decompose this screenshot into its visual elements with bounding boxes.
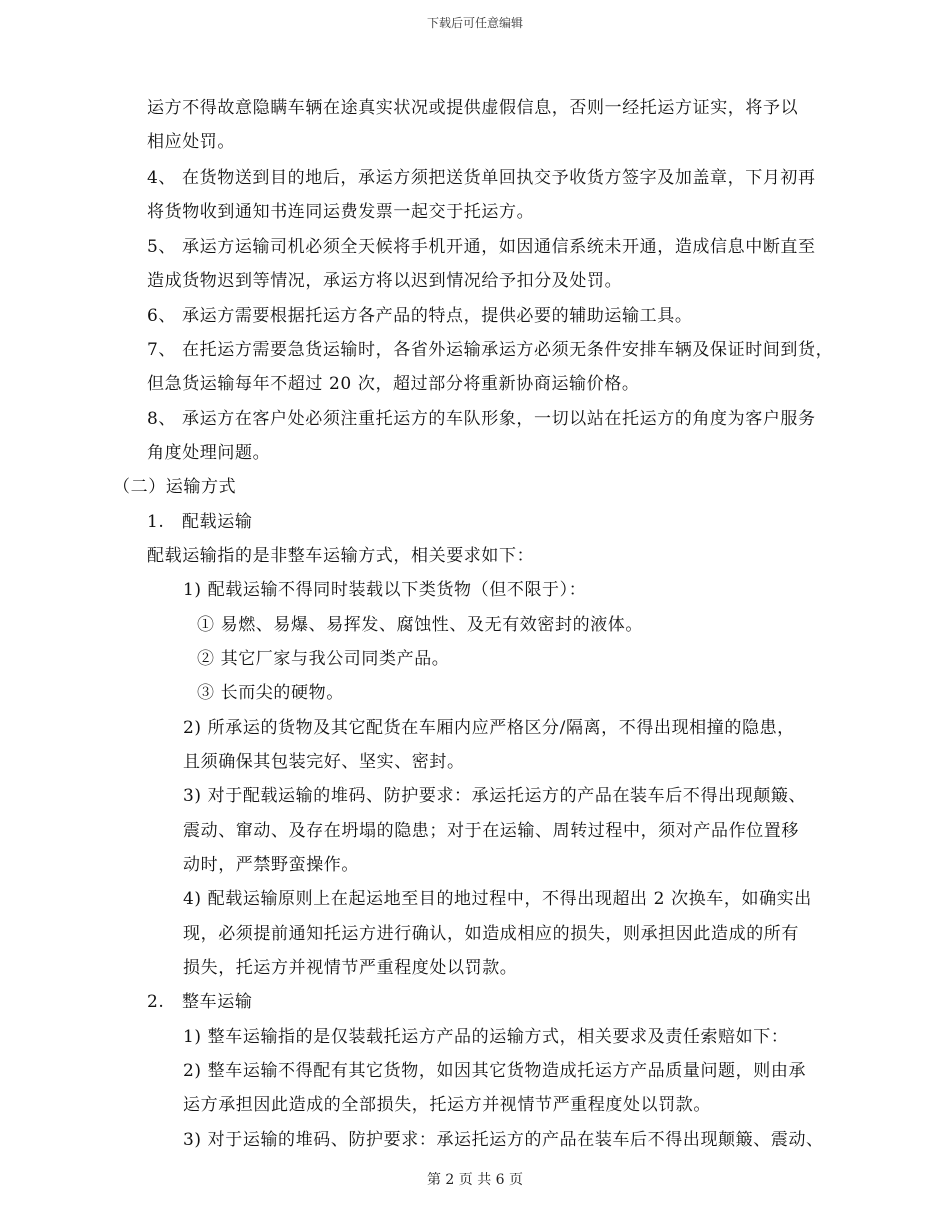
text-line: 震动、窜动、及存在坍塌的隐患；对于在运输、周转过程中，须对产品作位置移: [183, 821, 799, 841]
subsection-heading: 2. 整车运输: [147, 992, 253, 1012]
text-line: 但急货运输每年不超过 20 次，超过部分将重新协商运输价格。: [147, 374, 640, 394]
list-item: 1) 整车运输指的是仅装载托运方产品的运输方式，相关要求及责任索赔如下：: [183, 1027, 789, 1047]
list-item: ① 易燃、易爆、易挥发、腐蚀性、及无有效密封的液体。: [197, 615, 644, 635]
section-heading: （二）运输方式: [113, 477, 237, 497]
subsection-heading: 1. 配载运输: [147, 512, 253, 532]
text-line: 将货物收到通知书连同运费发票一起交于托运方。: [147, 202, 535, 222]
text-line: 且须确保其包装完好、坚实、密封。: [183, 752, 465, 772]
text-line: 运方不得故意隐瞒车辆在途真实状况或提供虚假信息，否则一经托运方证实，将予以: [147, 98, 799, 118]
text-line: 运方承担因此造成的全部损失，托运方并视情节严重程度处以罚款。: [183, 1095, 711, 1115]
page-footer: 第 2 页 共 6 页: [426, 1172, 524, 1188]
list-item: 4) 配载运输原则上在起运地至目的地过程中，不得出现超出 2 次换车，如确实出: [183, 889, 812, 909]
list-item: ③ 长而尖的硬物。: [197, 683, 344, 703]
text-line: 现，必须提前通知托运方进行确认，如造成相应的损失，则承担因此造成的所有: [183, 924, 799, 944]
text-line: 6、 承运方需要根据托运方各产品的特点，提供必要的辅助运输工具。: [147, 306, 693, 326]
text-line: 角度处理问题。: [147, 443, 271, 463]
text-line: 4、 在货物送到目的地后，承运方须把送货单回执交予收货方签字及加盖章，下月初再: [147, 168, 816, 188]
list-item: 3) 对于运输的堆码、防护要求：承运托运方的产品在装车后不得出现颠簸、震动、: [183, 1130, 824, 1150]
text-line: 造成货物迟到等情况，承运方将以迟到情况给予扣分及处罚。: [147, 271, 623, 291]
page-header: 下载后可任意编辑: [426, 16, 523, 30]
list-item: ② 其它厂家与我公司同类产品。: [197, 649, 450, 669]
list-item: 1) 配载运输不得同时装载以下类货物（但不限于）：: [183, 580, 587, 600]
text-line: 动时，严禁野蛮操作。: [183, 855, 359, 875]
text-line: 8、 承运方在客户处必须注重托运方的车队形象，一切以站在托运方的角度为客户服务: [147, 409, 816, 429]
list-item: 2) 整车运输不得配有其它货物，如因其它货物造成托运方产品质量问题，则由承: [183, 1061, 807, 1081]
text-line: 7、 在托运方需要急货运输时，各省外运输承运方必须无条件安排车辆及保证时间到货，: [147, 340, 834, 360]
text-line: 损失，托运方并视情节严重程度处以罚款。: [183, 958, 518, 978]
text-line: 5、 承运方运输司机必须全天候将手机开通，如因通信系统未开通，造成信息中断直至: [147, 237, 816, 257]
list-item: 3) 对于配载运输的堆码、防护要求：承运托运方的产品在装车后不得出现颠簸、: [183, 786, 807, 806]
list-item: 2) 所承运的货物及其它配货在车厢内应严格区分/隔离，不得出现相撞的隐患，: [183, 718, 795, 738]
text-line: 相应处罚。: [147, 132, 235, 152]
text-line: 配载运输指的是非整车运输方式，相关要求如下：: [147, 546, 535, 566]
